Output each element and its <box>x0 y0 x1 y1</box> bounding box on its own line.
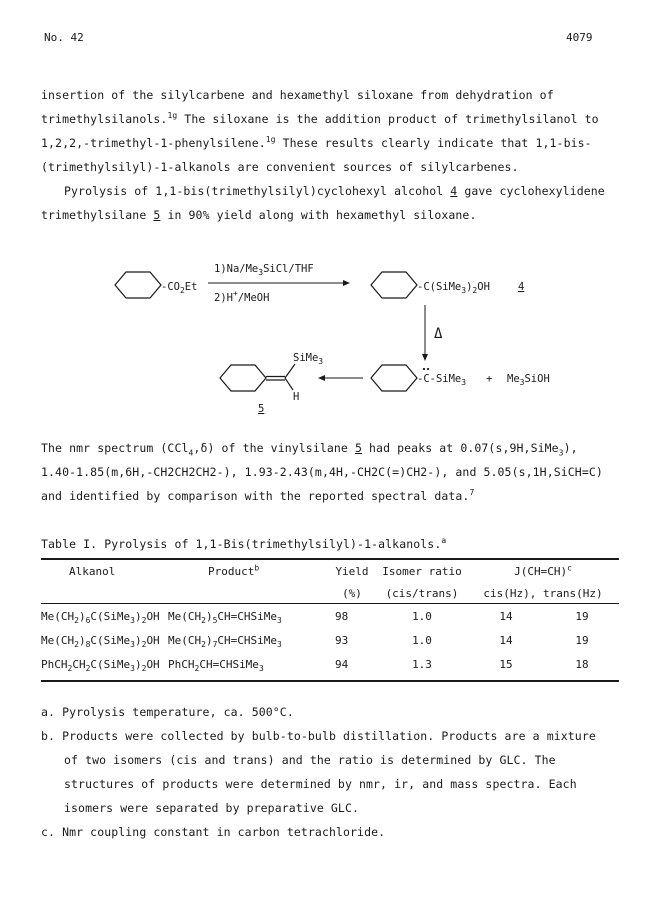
footnote-b-line1: b. Products were collected by bulb-to-bulb distillation. Products are a mixture <box>41 729 596 743</box>
footnote-b-line3: structures of products were determined by nmr, ir, and mass spectra. Each <box>64 777 577 791</box>
cell-yield: 98 <box>335 609 349 623</box>
arrowhead-3 <box>318 375 325 381</box>
cell-alkanol: $Me(CH_2)_6C(SiMe_3)_2OH$ <box>41 609 160 625</box>
unit-ratio: (cis/trans) <box>385 586 459 600</box>
carbene-ring <box>371 365 417 391</box>
table-row <box>41 604 619 628</box>
bond-to-h <box>285 378 293 390</box>
para2-line1: Pyrolysis of 1,1-bis(trimethylsilyl)cyclohexyl alcohol 4 gave cyclohexylidene <box>64 184 605 198</box>
reagent-step2: 2)H+/MeOH <box>214 289 270 304</box>
para1-line1: insertion of the silylcarbene and hexamethyl siloxane from dehydration of <box>41 88 554 102</box>
table-caption: Table I. Pyrolysis of 1,1-Bis(trimethylsilyl)-1-alkanols.$^a$ <box>41 536 447 551</box>
footnote-b-line4: isomers were separated by preparative GLC. <box>64 801 359 815</box>
cell-trans: 19 <box>575 609 589 623</box>
cell-ratio: 1.0 <box>412 609 432 623</box>
arrowhead-1 <box>343 280 350 286</box>
cell-yield: 94 <box>335 657 349 671</box>
para2-line2: trimethylsilane 5 in 90% yield along with hexamethyl siloxane. <box>41 208 477 222</box>
cell-ratio: 1.0 <box>412 633 432 647</box>
reaction-scheme <box>0 250 672 420</box>
para1-line4: (trimethylsilyl)-1-alkanols are convenient sources of silylcarbenes. <box>41 160 519 174</box>
cell-yield: 93 <box>335 633 349 647</box>
carbene-formula: -C-SiMe$_3$ <box>417 373 467 387</box>
unit-yield: (%) <box>342 586 362 600</box>
cell-cis: 14 <box>499 609 513 623</box>
heat-symbol: Δ <box>434 326 443 342</box>
header-alkanol: Alkanol <box>69 564 116 578</box>
table-row <box>41 652 619 676</box>
table-bottom-rule <box>41 680 619 682</box>
para3-line2: 1.40-1.85(m,6H,-CH2CH2CH2-), 1.93-2.43(m,4H,-CH2C(=)CH2-), and 5.05(s,1H,SiCH=C) <box>41 465 603 479</box>
reactant-ring <box>115 272 161 298</box>
vinyl-sime3: SiMe$_3$ <box>293 352 324 366</box>
cell-alkanol: $Me(CH_2)_8C(SiMe_3)_2OH$ <box>41 633 160 649</box>
para3-line3: and identified by comparison with the reported spectral data.$^7$ <box>41 488 475 503</box>
cell-alkanol: $PhCH_2CH_2C(SiMe_3)_2OH$ <box>41 657 160 673</box>
journal-issue: No. 42 <box>44 31 84 44</box>
footnote-b-line2: of two isomers (cis and trans) and the ratio is determined by GLC. The <box>64 753 556 767</box>
header-coupling: J(CH=CH)$^c$ <box>514 562 572 578</box>
para1-line2: trimethylsilanols.$^{1g}$ The siloxane is the addition product of trimethylsilanol to <box>41 111 599 126</box>
cell-cis: 14 <box>499 633 513 647</box>
product4-formula: $-C(SiMe_3)_2OH$ <box>417 281 490 295</box>
table-row <box>41 628 619 652</box>
para1-line3: 1,2,2,-trimethyl-1-phenylsilene.$^{1g}$ These results clearly indicate that 1,1-bis- <box>41 135 592 150</box>
cell-product: $Me(CH_2)_7CH=CHSiMe_3$ <box>168 633 282 649</box>
arrowhead-2 <box>422 354 428 361</box>
page-number: 4079 <box>566 31 593 44</box>
cell-trans: 18 <box>575 657 589 671</box>
reagent-step1: $1)Na/Me_3SiCl$/THF <box>214 263 314 277</box>
cell-product: PhCH$_2$CH=CHSiMe$_3$ <box>168 657 264 673</box>
cell-trans: 19 <box>575 633 589 647</box>
reactant-ester: $-CO_2Et$ <box>161 281 198 295</box>
vinyl-hydrogen: H <box>293 391 300 403</box>
table-units-row <box>41 582 619 604</box>
trimethylsilanol: $Me_3SiOH$ <box>507 373 550 387</box>
vinyl-ring <box>220 365 266 391</box>
results-table <box>41 560 619 676</box>
unit-coupling: cis(Hz), trans(Hz) <box>483 586 603 600</box>
cell-ratio: 1.3 <box>412 657 432 671</box>
header-yield: Yield <box>335 564 369 578</box>
bond-to-simes <box>285 364 295 378</box>
plus-sign: + <box>486 373 493 385</box>
table-header-row <box>41 560 619 582</box>
cell-product: $Me(CH_2)_5CH=CHSiMe_3$ <box>168 609 282 625</box>
compound-5-label: 5 <box>258 403 265 415</box>
footnote-c: c. Nmr coupling constant in carbon tetrachloride. <box>41 825 386 839</box>
cell-cis: 15 <box>499 657 513 671</box>
carbene-dot-1 <box>423 368 425 370</box>
header-product: Product$^b$ <box>208 562 260 578</box>
footnote-a: a. Pyrolysis temperature, ca. 500°C. <box>41 705 294 719</box>
product4-ring <box>371 272 417 298</box>
header-ratio: Isomer ratio <box>382 564 462 578</box>
para3-line1: The nmr spectrum (CCl$_4$,δ) of the vinylsilane 5 had peaks at 0.07(s,9H,SiMe$_3$), <box>41 441 578 458</box>
compound-4-label: 4 <box>518 281 525 293</box>
carbene-dot-2 <box>427 368 429 370</box>
